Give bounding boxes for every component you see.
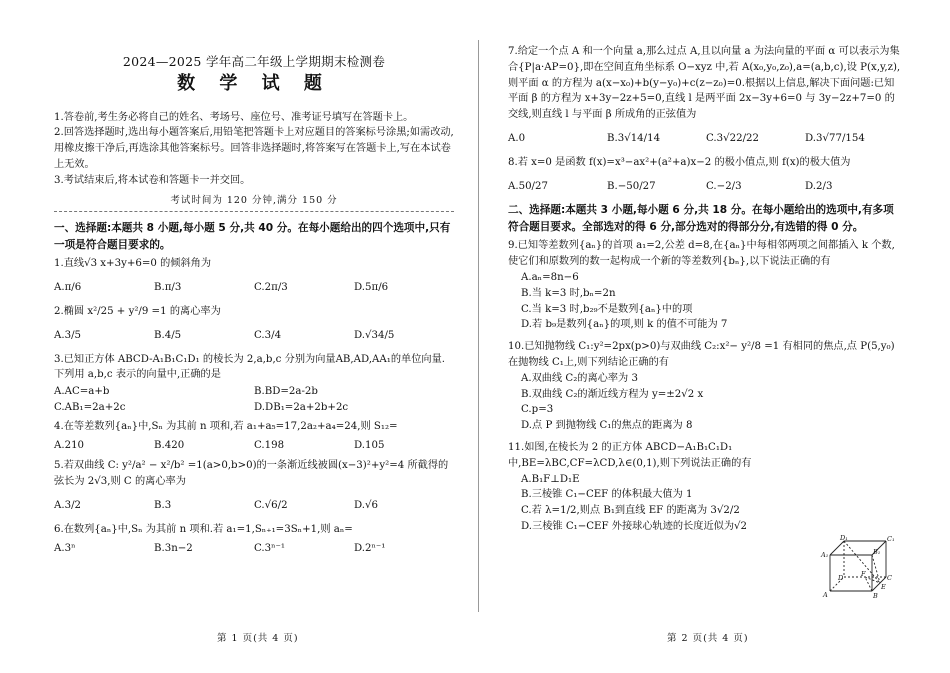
option: D.3√77/154	[805, 132, 865, 144]
option: A.π/6	[54, 282, 82, 294]
option: D.5π/6	[354, 282, 389, 294]
option: D.2ⁿ⁻¹	[354, 542, 386, 554]
option: C.2π/3	[254, 282, 288, 294]
option: A.3ⁿ	[54, 542, 76, 554]
question-8: 8.若 x=0 是函数 f(x)=x³−ax²+(a²+a)x−2 的极小值点,则 f(x)的极大值为	[508, 156, 851, 168]
question-6-options	[54, 541, 454, 557]
option: C.√6/2	[254, 499, 288, 511]
option: A.50/27	[508, 180, 548, 192]
fig-label-a: A	[823, 591, 828, 599]
fig-label-b1: B₁	[873, 548, 881, 556]
option: B.3n−2	[154, 542, 193, 554]
option: C.AB₁=2a+2c	[54, 401, 126, 413]
option: A.AC=a+b	[54, 386, 110, 398]
footer-page-2: 第 2 页(共 4 页)	[667, 633, 749, 644]
option: B.4/5	[154, 329, 182, 341]
section-2-heading: 二、选择题:本题共 3 小题,每小题 6 分,共 18 分。在每小题给出的选项中,有多项符合题目要求。全部选对的得 6 分,部分选对的得部分分,有选错的得 0 分。	[508, 204, 894, 234]
question-3-options-row2	[54, 400, 454, 416]
option: A.3/5	[54, 329, 81, 341]
question-11-option-b: B.三棱锥 C₁−CEF 的体积最大值为 1	[521, 489, 693, 501]
question-10-option-d: D.点 P 到抛物线 C₁的焦点的距离为 8	[521, 420, 693, 432]
option: C.−2/3	[706, 180, 742, 192]
question-11-option-c: C.若 λ=1/2,则点 B₁到直线 EF 的距离为 3√2/2	[521, 505, 740, 517]
question-10-option-c: C.p=3	[521, 404, 554, 416]
instruction-1: 1.答卷前,考生务必将自己的姓名、考场号、座位号、准考证号填写在答题卡上。	[54, 111, 414, 123]
question-6: 6.在数列{aₙ}中,Sₙ 为其前 n 项和.若 a₁=1,Sₙ₊₁=3Sₙ+1,则 aₙ=	[54, 523, 353, 535]
question-3: 3.已知正方体 ABCD-A₁B₁C₁D₁ 的棱长为 2,a,b,c 分别为向量AB,AD,AA₁的单位向量.下列用 a,b,c 表示的向量中,正确的是	[54, 353, 446, 381]
option: C.3/4	[254, 329, 282, 341]
right-column	[508, 44, 904, 535]
option: B.−50/27	[607, 180, 656, 192]
question-9-option-a: A.aₙ=8n−6	[521, 271, 579, 283]
option: A.210	[54, 439, 85, 451]
fig-label-e: E	[881, 583, 886, 591]
question-3-options-row1	[54, 384, 454, 400]
exam-title: 2024—2025 学年高二年级上学期期末检测卷	[122, 54, 386, 69]
question-2: 2.椭圆 x²/25 + y²/9 =1 的离心率为	[54, 305, 221, 317]
option: D.√6	[354, 499, 379, 511]
fig-label-c: C	[887, 574, 892, 582]
option: A.0	[508, 132, 526, 144]
question-10-option-a: A.双曲线 C₂的离心率为 3	[521, 372, 638, 384]
fig-label-c1: C₁	[887, 535, 895, 543]
left-column	[54, 44, 454, 561]
question-4: 4.在等差数列{aₙ}中,Sₙ 为其前 n 项和,若 a₁+a₅=17,2a₂+a₄=24,则 S₁₂=	[54, 420, 398, 432]
question-7-options	[508, 131, 904, 147]
question-9: 9.已知等差数列{aₙ}的首项 a₁=2,公差 d=8,在{aₙ}中每相邻两项之间都插入 k 个数,使它们和原数列的数一起构成一个新的等差数列{bₙ},以下说法正确的有	[508, 240, 895, 268]
option: D.2/3	[805, 180, 833, 192]
option: A.3/2	[54, 499, 81, 511]
option: C.3√22/22	[706, 132, 760, 144]
question-4-options	[54, 438, 454, 454]
option: D.DB₁=2a+2b+2c	[254, 401, 349, 413]
question-10-option-b: B.双曲线 C₂的渐近线方程为 y=±2√2 x	[521, 388, 704, 400]
option: C.198	[254, 439, 285, 451]
cube-figure	[820, 535, 904, 599]
question-11-option-d: D.三棱锥 C₁−CEF 外接球心轨迹的长度近似为√2	[521, 520, 748, 532]
question-5-options	[54, 498, 454, 514]
question-10: 10.已知抛物线 C₁:y²=2px(p>0)与双曲线 C₂:x²− y²/8 =1 有相同的焦点,点 P(5,y₀)在抛物线 C₁上,则下列结论正确的有	[508, 341, 895, 368]
section-1-heading: 一、选择题:本题共 8 小题,每小题 5 分,共 40 分。在每小题给出的四个选项中,只有一项是符合题目要求的。	[54, 222, 451, 252]
question-9-option-c: C.当 k=3 时,b₂₉不是数列{aₙ}中的项	[521, 303, 693, 315]
exam-time: 考试时间为 120 分钟,满分 150 分	[170, 194, 338, 206]
fig-label-f: F	[861, 570, 866, 578]
question-2-options	[54, 328, 454, 344]
question-9-option-b: B.当 k=3 时,bₙ=2n	[521, 287, 616, 299]
question-7: 7.给定一个点 A 和一个向量 a,那么过点 A,且以向量 a 为法向量的平面 α 可以表示为集合{P|a·AP=0},即在空间直角坐标系 O−xyz 中,若 A(x₀,y₀,z₀),a=(a,b,c),设 P(x,y,z),则平面 α 的方程为 a(x−x₀)+b(y−y₀)+c(z−z₀)=0.根据以上信息,解决下面问题:已知平面 β 的方程为 x+3y−2z+5=0,直线 l 是两平面 2x−3y+6=0 与 3y−2z+7=0 的交线,则直线 l 与平面 β 所成角的正弦值为	[508, 46, 901, 121]
fig-label-b: B	[873, 592, 878, 599]
option: B.3√14/14	[607, 132, 661, 144]
column-divider	[478, 40, 479, 612]
question-1-options	[54, 280, 454, 296]
footer-page-1: 第 1 页(共 4 页)	[217, 633, 299, 644]
question-8-options	[508, 179, 904, 195]
option: B.3	[154, 499, 172, 511]
question-5: 5.若双曲线 C: y²/a² − x²/b² =1(a>0,b>0)的一条渐近线被圆(x−3)²+y²=4 所截得的弦长为 2√3,则 C 的离心率为	[54, 460, 449, 488]
fig-label-d1: D₁	[840, 535, 848, 542]
instruction-3: 3.考试结束后,将本试卷和答题卡一并交回。	[54, 174, 251, 186]
option: D.105	[354, 439, 385, 451]
question-1: 1.直线√3 x+3y+6=0 的倾斜角为	[54, 258, 212, 270]
fig-label-d: D	[838, 574, 844, 582]
option: D.√34/5	[354, 329, 395, 341]
fig-label-a1: A₁	[821, 551, 829, 559]
instruction-2: 2.回答选择题时,选出每小题答案后,用铅笔把答题卡上对应题目的答案标号涂黑;如需改动,用橡皮擦干净后,再选涂其他答案标号。回答非选择题时,将答案写在答题卡上,写在本试卷上无效。	[54, 127, 454, 170]
question-11-option-a: A.B₁F⊥D₁E	[521, 473, 580, 485]
divider-line	[54, 211, 454, 212]
question-11: 11.如图,在棱长为 2 的正方体 ABCD−A₁B₁C₁D₁中,BE=λBC,CF=λCD,λ∈(0,1),则下列说法正确的有	[508, 441, 752, 469]
option: B.BD=2a-2b	[254, 386, 318, 398]
question-9-option-d: D.若 b₉是数列{aₙ}的项,则 k 的值不可能为 7	[521, 319, 728, 331]
exam-subject: 数 学 试 题	[177, 72, 331, 94]
option: B.420	[154, 439, 185, 451]
option: C.3ⁿ⁻¹	[254, 542, 286, 554]
option: B.π/3	[154, 282, 182, 294]
